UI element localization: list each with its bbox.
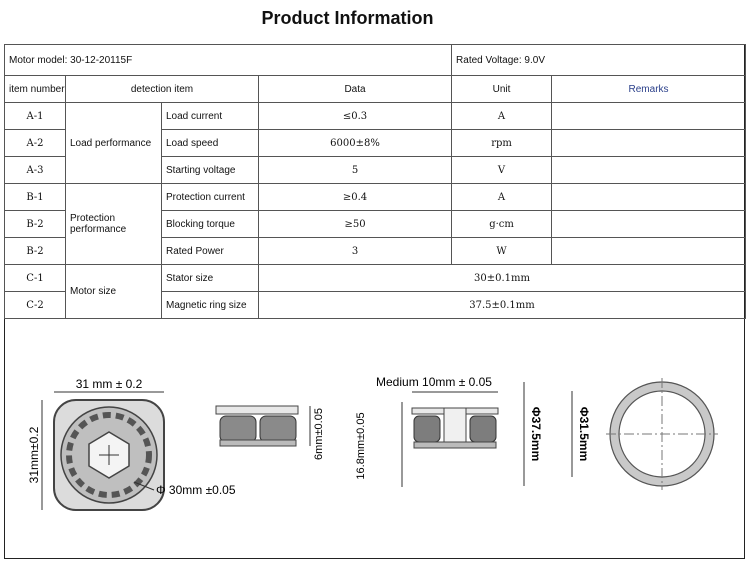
col-item-number: item number [5, 76, 66, 103]
diameter-label: Φ 30mm ±0.05 [156, 483, 236, 497]
inner-diameter-label: Φ31.5mm [577, 406, 591, 462]
group-protection: Protection performance [66, 184, 162, 265]
spec-table [4, 44, 746, 319]
row-remarks [552, 184, 746, 211]
section-view [412, 408, 498, 448]
row-remarks [552, 238, 746, 265]
col-data: Data [259, 76, 452, 103]
row-remarks [552, 130, 746, 157]
table-row [5, 103, 746, 130]
row-id: C-2 [5, 292, 66, 319]
rated-voltage: Rated Voltage: 9.0V [452, 45, 746, 76]
group-size: Motor size [66, 265, 162, 319]
side-height-label: 6mm±0.05 [313, 408, 325, 460]
row-unit: g·cm [452, 211, 552, 238]
outer-diameter-label: Φ37.5mm [529, 406, 543, 462]
group-load: Load performance [66, 103, 162, 184]
total-height-label: 16.8mm±0.05 [355, 412, 367, 480]
row-data: 3 [259, 238, 452, 265]
row-id: B-2 [5, 211, 66, 238]
row-data: ≥0.4 [259, 184, 452, 211]
row-item: Load current [162, 103, 259, 130]
table-row [5, 265, 746, 292]
row-id: A-2 [5, 130, 66, 157]
medium-label: Medium 10mm ± 0.05 [376, 375, 492, 389]
row-data: 6000±8% [259, 130, 452, 157]
motor-model: Motor model: 30-12-20115F [5, 45, 452, 76]
width-label: 31 mm ± 0.2 [75, 377, 143, 391]
technical-drawing [4, 322, 745, 558]
row-remarks [552, 103, 746, 130]
row-id: B-2 [5, 238, 66, 265]
row-item: Blocking torque [162, 211, 259, 238]
row-data: 5 [259, 157, 452, 184]
row-item: Load speed [162, 130, 259, 157]
height-label: 31mm±0.2 [27, 426, 41, 484]
row-item: Rated Power [162, 238, 259, 265]
row-unit: A [452, 184, 552, 211]
row-data: ≥50 [259, 211, 452, 238]
magnetic-ring-view [606, 378, 718, 490]
row-unit: W [452, 238, 552, 265]
row-unit: A [452, 103, 552, 130]
column-header-row [5, 76, 746, 103]
row-item: Protection current [162, 184, 259, 211]
row-item: Starting voltage [162, 157, 259, 184]
col-remarks: Remarks [552, 76, 746, 103]
row-id: A-3 [5, 157, 66, 184]
row-remarks [552, 157, 746, 184]
row-item: Stator size [162, 265, 259, 292]
row-data: 30±0.1mm [259, 265, 746, 292]
row-item: Magnetic ring size [162, 292, 259, 319]
row-id: A-1 [5, 103, 66, 130]
row-id: C-1 [5, 265, 66, 292]
stator-side-view [216, 406, 298, 446]
row-remarks [552, 211, 746, 238]
page-title: Product Information [261, 8, 434, 28]
stator-top-view [54, 400, 164, 510]
row-unit: V [452, 157, 552, 184]
col-unit: Unit [452, 76, 552, 103]
row-data: 37.5±0.1mm [259, 292, 746, 319]
table-row [5, 184, 746, 211]
row-data: ≤0.3 [259, 103, 452, 130]
table-header-row [5, 45, 746, 76]
col-detection-item: detection item [66, 76, 259, 103]
row-id: B-1 [5, 184, 66, 211]
row-unit: rpm [452, 130, 552, 157]
